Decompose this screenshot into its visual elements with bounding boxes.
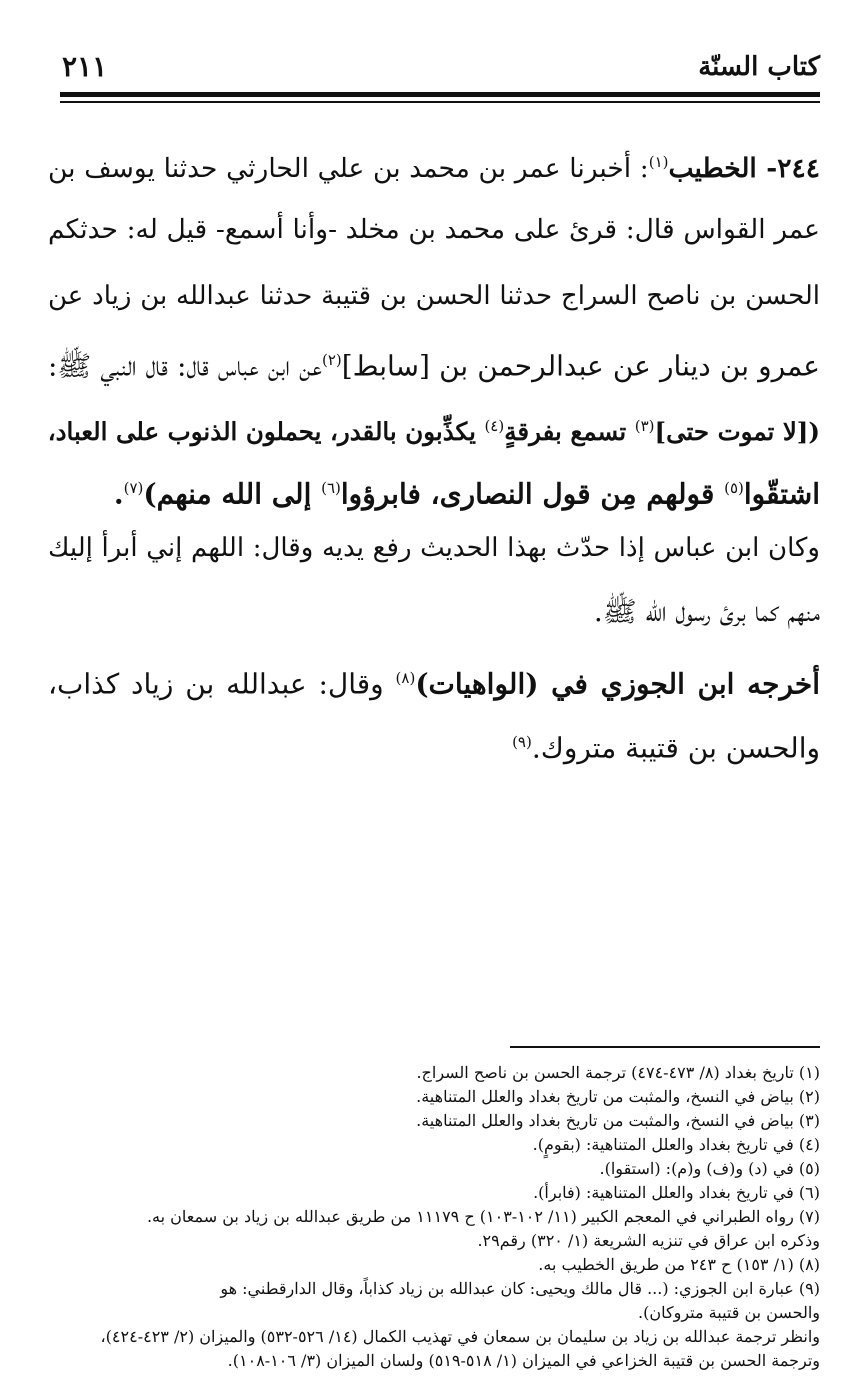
punctuation: .: [113, 477, 124, 511]
footnote-7-continuation: وذكره ابن عراق في تنزيه الشريعة (١/ ٣٢٠) رقم٢٩.: [477, 1231, 820, 1250]
footnote-ref-1: (١): [648, 153, 669, 171]
narration-line-2: [48, 592, 820, 632]
matn-text: اشتقّوا: [743, 477, 820, 511]
isnad-text: عمرو بن دينار عن عبدالرحمن بن [سابط]: [341, 349, 821, 383]
takhrij-text: أخرجه ابن الجوزي في (الواهيات): [415, 667, 820, 701]
matn-text: يكذِّبون بالقدر، يحملون الذنوب على العباد،: [47, 417, 485, 447]
hadith-number-source: ٢٤٤- الخطيب: [668, 152, 820, 184]
hadith-line-6: [48, 468, 820, 514]
hadith-line-3: [48, 276, 820, 316]
matn-text: ([لا تموت حتى]: [654, 417, 820, 447]
footnote-1: (١) تاريخ بغداد (٨/ ٤٧٣-٤٧٤) ترجمة الحسن بن ناصح السراج.: [416, 1063, 820, 1082]
isnad-text: عن ابن عباس قال: قال النبي ﷺ:: [48, 349, 322, 383]
isnad-text: : أخبرنا عمر بن محمد بن علي الحارثي حدثنا يوسف بن: [48, 152, 649, 184]
footnote-4: (٤) في تاريخ بغداد والعلل المتناهية: (بقومٍ).: [532, 1135, 820, 1154]
matn-text: تسمع بفرقةٍ: [504, 417, 635, 447]
hadith-line-5: [48, 406, 820, 452]
header-rule-thin: [60, 101, 820, 103]
matn-text: إلى الله منهم): [143, 477, 322, 511]
footnote-ref-5: (٥): [724, 479, 744, 497]
footnote-ref-2: (٢): [321, 351, 342, 369]
footnote-2: (٢) بياض في النسخ، والمثبت من تاريخ بغداد والعلل المتناهية.: [416, 1087, 820, 1106]
footnote-7: (٧) رواه الطبراني في المعجم الكبير (١١/ ١٠٢-١٠٣) ح ١١١٧٩ من طريق عبدالله بن زياد بن سمعان به.: [146, 1207, 820, 1226]
takhrij-text: وقال: عبدالله بن زياد كذاب،: [48, 667, 396, 701]
hadith-line-1: [48, 142, 820, 189]
footnote-8: (٨) (١/ ١٥٣) ح ٢٤٣ من طريق الخطيب به.: [538, 1255, 820, 1274]
hadith-line-2: [48, 210, 820, 250]
matn-text: قولهم مِن قول النصارى، فابرؤوا: [340, 477, 725, 511]
footnote-ref-7: (٧): [123, 479, 144, 497]
footnote-9: (٩) عبارة ابن الجوزي: (... قال مالك ويحيى: كان عبدالله بن زياد كذاباً، وقال الدارقطني: هو: [220, 1279, 820, 1298]
takhrij-line-2: [48, 722, 820, 768]
footnote-5: (٥) في (د) و(ف) و(م): (استقوا).: [599, 1159, 820, 1178]
footnote-ref-3: (٣): [634, 417, 655, 435]
book-title: كتاب السنّة: [698, 52, 820, 82]
hadith-line-4: [48, 340, 820, 386]
takhrij-line-1: [48, 658, 820, 704]
header-rule-thick: [60, 92, 820, 97]
isnad-text: الحسن بن ناصح السراج حدثنا الحسن بن قتيبة حدثنا عبدالله بن زياد عن: [48, 281, 820, 311]
footnote-6: (٦) في تاريخ بغداد والعلل المتناهية: (فابرأ).: [533, 1183, 820, 1202]
footnote-ref-9: (٩): [512, 733, 532, 751]
footnote-extra-1: وانظر ترجمة عبدالله بن زياد بن سليمان بن سمعان في تهذيب الكمال (١٤/ ٥٢٦-٥٣٢) والميزان (٢/ ٤٢٣-٤٢٤)،: [100, 1327, 820, 1346]
isnad-text: عمر القواس قال: قرئ على محمد بن مخلد -وأنا أسمع- قيل له: حدثكم: [48, 214, 820, 245]
footnote-extra-2: وترجمة الحسن بن قتيبة الخزاعي في الميزان (١/ ٥١٨-٥١٩) ولسان الميزان (٣/ ١٠٦-١٠٨).: [227, 1351, 820, 1370]
narration-text: وكان ابن عباس إذا حدّث بهذا الحديث رفع يديه وقال: اللهم إني أبرأ إليك: [48, 533, 820, 563]
narration-text: منهم كما برئ رسول الله ﷺ.: [593, 595, 820, 628]
footnote-3: (٣) بياض في النسخ، والمثبت من تاريخ بغداد والعلل المتناهية.: [416, 1111, 820, 1130]
footnote-9-continuation: والحسن بن قتيبة متروكان).: [638, 1303, 820, 1322]
narration-line-1: [48, 528, 820, 568]
takhrij-text: والحسن بن قتيبة متروك.: [531, 731, 820, 765]
page-number: ٢١١: [62, 50, 108, 83]
footnote-separator: [510, 1046, 820, 1048]
footnote-ref-4: (٤): [484, 417, 505, 435]
footnote-ref-8: (٨): [395, 669, 416, 687]
footnote-ref-6: (٦): [321, 479, 341, 497]
